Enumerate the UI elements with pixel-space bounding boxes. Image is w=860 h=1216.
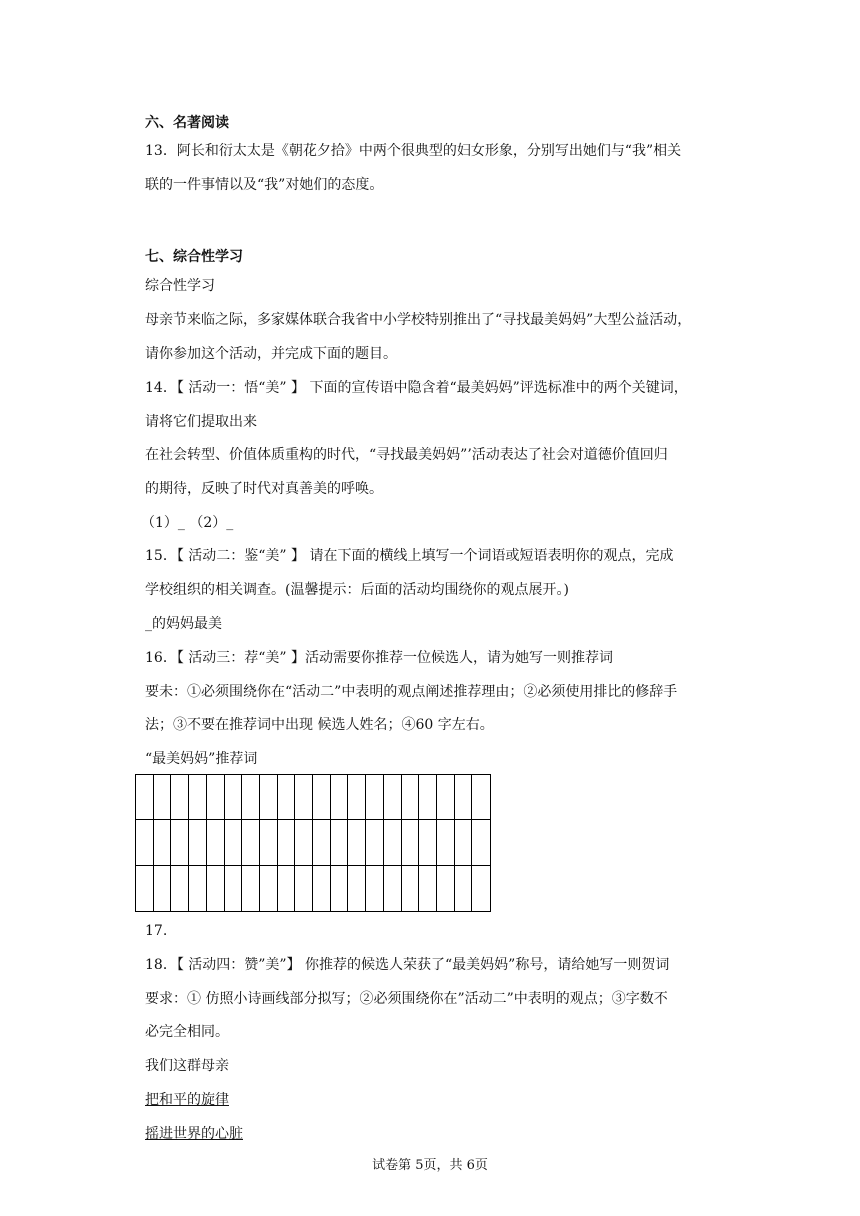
grid-cell <box>295 775 313 820</box>
q14-passage-line2: 的期待，反映了时代对真善美的呼唤。 <box>145 481 383 497</box>
q14-text-line2: 请将它们提取出来 <box>145 414 257 430</box>
q18-text-line1: 18．【 活动四：赞”美”】 你推荐的候选人荣获了“最美妈妈”称号，请给她写一则贺词 <box>145 957 670 973</box>
grid-cell <box>225 866 243 911</box>
grid-cell <box>437 866 455 911</box>
grid-cell <box>207 775 225 820</box>
grid-cell <box>366 775 384 820</box>
grid-cell <box>242 775 260 820</box>
grid-cell <box>348 866 366 911</box>
section7-intro-line1: 母亲节来临之际，多家媒体联合我省中小学校特别推出了“寻找最美妈妈”大型公益活动， <box>145 312 692 328</box>
poem-line3-underlined: 摇进世界的心脏 <box>145 1126 243 1142</box>
grid-cell <box>225 775 243 820</box>
grid-cell <box>313 866 331 911</box>
q14-text-line1: 14．【 活动一：悟“美” 】 下面的宣传语中隐含着“最美妈妈”评选标准中的两个关键词， <box>145 380 688 396</box>
poem-line2-underlined: 把和平的旋律 <box>145 1092 229 1108</box>
grid-cell <box>136 820 154 865</box>
grid-cell <box>171 775 189 820</box>
section6-heading: 六、名著阅读 <box>145 115 229 131</box>
grid-cell <box>366 866 384 911</box>
page-footer: 试卷第 5页，共 6页 <box>372 1158 488 1173</box>
poem-line1: 我们这群母亲 <box>145 1058 229 1074</box>
q17-number: 17. <box>145 923 168 939</box>
q14-answer-blanks: （1）_ （2）_ <box>141 515 234 531</box>
q14-passage-line1: 在社会转型、价值体质重构的时代，“寻找最美妈妈”’活动表达了社会对道德价值回归 <box>145 447 668 463</box>
section7-heading: 七、综合性学习 <box>145 249 243 265</box>
grid-cell <box>472 820 490 865</box>
q15-answer-blank: _的妈妈最美 <box>145 616 222 632</box>
grid-cell <box>384 775 402 820</box>
grid-cell <box>384 820 402 865</box>
grid-cell <box>260 820 278 865</box>
grid-cell <box>455 775 473 820</box>
section7-intro-line2: 请你参加这个活动，并完成下面的题目。 <box>145 346 397 362</box>
grid-cell <box>136 866 154 911</box>
grid-cell <box>455 820 473 865</box>
section7-subheading: 综合性学习 <box>145 278 215 294</box>
grid-cell <box>136 775 154 820</box>
grid-cell <box>278 775 296 820</box>
q18-requirement-line1: 要求：① 仿照小诗画线部分拟写；②必须围绕你在”活动二”中表明的观点；③字数不 <box>145 991 668 1007</box>
grid-cell <box>154 775 172 820</box>
grid-cell <box>189 820 207 865</box>
grid-cell <box>295 820 313 865</box>
q15-text-line1: 15．【 活动二：鉴“美” 】 请在下面的横线上填写一个词语或短语表明你的观点，完成 <box>145 548 674 564</box>
grid-cell <box>366 820 384 865</box>
q16-requirement-line2: 法；③不要在推荐词中出现 候选人姓名；④60 字左右。 <box>145 717 494 733</box>
grid-cell <box>437 820 455 865</box>
grid-cell <box>402 820 420 865</box>
grid-cell <box>472 866 490 911</box>
grid-cell <box>437 775 455 820</box>
writing-grid <box>135 774 491 912</box>
grid-cell <box>419 820 437 865</box>
grid-cell <box>278 866 296 911</box>
grid-cell <box>313 775 331 820</box>
grid-cell <box>419 775 437 820</box>
grid-cell <box>295 866 313 911</box>
grid-cell <box>189 866 207 911</box>
grid-cell <box>242 820 260 865</box>
q18-requirement-line2: 必完全相同。 <box>145 1024 229 1040</box>
grid-cell <box>171 820 189 865</box>
grid-cell <box>348 775 366 820</box>
q16-text-line1: 16．【 活动三：荐“美” 】活动需要你推荐一位候选人，请为她写一则推荐词 <box>145 650 614 666</box>
q16-requirement-line1: 要未：①必须围绕你在“活动二”中表明的观点阐述推荐理由；②必须使用排比的修辞手 <box>145 684 678 700</box>
q15-text-line2: 学校组织的相关调查。(温馨提示：后面的活动均围绕你的观点展开。) <box>145 582 569 598</box>
grid-cell <box>171 866 189 911</box>
grid-cell <box>313 820 331 865</box>
grid-cell <box>472 775 490 820</box>
grid-cell <box>331 820 349 865</box>
grid-cell <box>384 866 402 911</box>
grid-cell <box>260 775 278 820</box>
q16-grid-title: “最美妈妈”推荐词 <box>145 751 258 767</box>
grid-cell <box>260 866 278 911</box>
grid-cell <box>402 866 420 911</box>
grid-cell <box>225 820 243 865</box>
grid-cell <box>154 866 172 911</box>
grid-cell <box>419 866 437 911</box>
grid-cell <box>331 775 349 820</box>
grid-cell <box>207 866 225 911</box>
grid-cell <box>207 820 225 865</box>
grid-cell <box>242 866 260 911</box>
grid-cell <box>154 820 172 865</box>
q13-text-line1: 13．阿长和衍太太是《朝花夕拾》中两个很典型的妇女形象，分别写出她们与“我”相关 <box>145 143 682 159</box>
q13-text-line2: 联的一件事情以及“我”对她们的态度。 <box>145 177 384 193</box>
grid-cell <box>331 866 349 911</box>
grid-cell <box>455 866 473 911</box>
grid-cell <box>402 775 420 820</box>
grid-cell <box>348 820 366 865</box>
grid-cell <box>278 820 296 865</box>
grid-cell <box>189 775 207 820</box>
